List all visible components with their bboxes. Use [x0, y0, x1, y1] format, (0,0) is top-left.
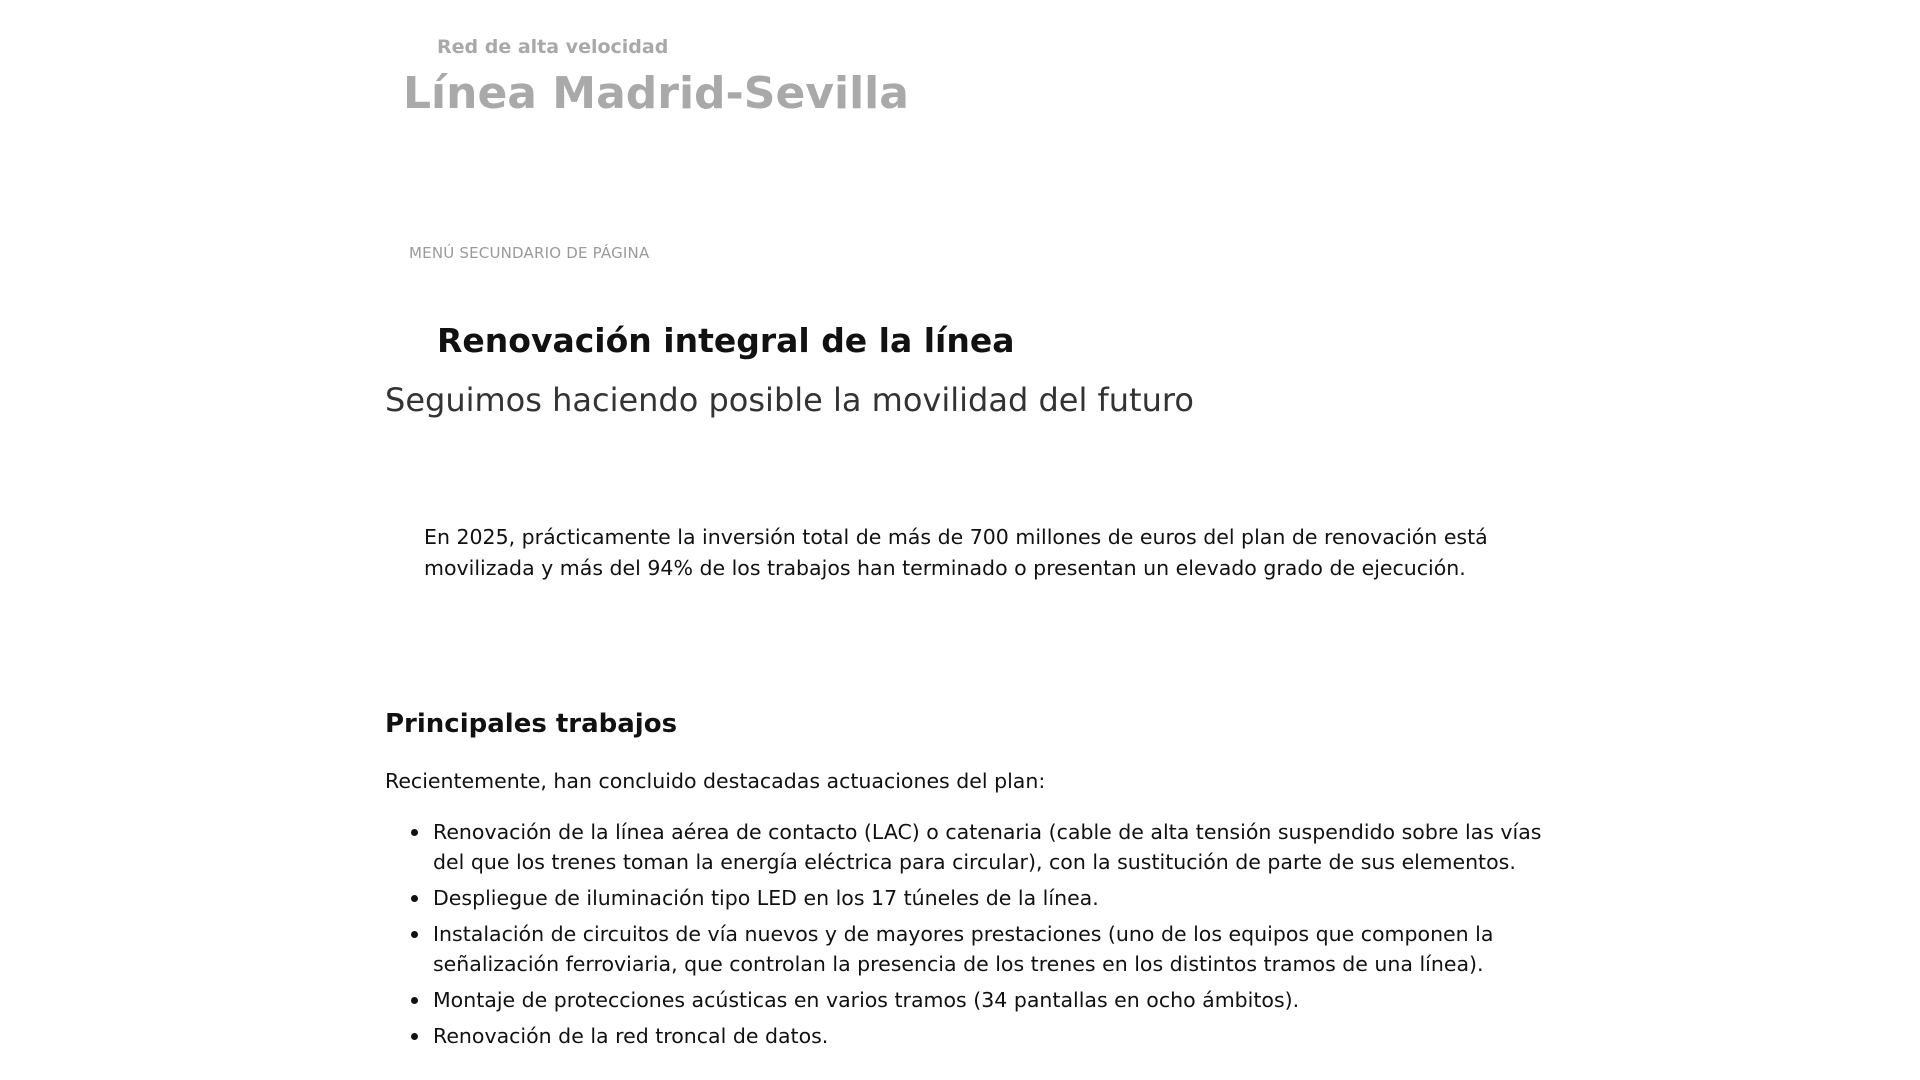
secondary-menu-toggle[interactable]: MENÚ SECUNDARIO DE PÁGINA — [409, 244, 650, 262]
bullet-icon — [411, 895, 418, 902]
section-subtitle: Seguimos haciendo posible la movilidad del futuro — [385, 381, 1194, 419]
bullet-icon — [411, 997, 418, 1004]
section-title: Renovación integral de la línea — [437, 321, 1015, 360]
list-item — [385, 817, 1555, 877]
list-item — [385, 919, 1555, 979]
bullet-icon — [411, 1033, 418, 1040]
page-title: Línea Madrid-Sevilla — [403, 68, 909, 119]
list-item — [385, 1021, 1555, 1051]
works-heading: Principales trabajos — [385, 709, 678, 739]
list-item — [385, 883, 1555, 913]
works-intro: Recientemente, han concluido destacadas actuaciones del plan: — [385, 769, 1046, 793]
list-item-text: Renovación de la red troncal de datos. — [433, 1024, 829, 1048]
list-item-text: Instalación de circuitos de vía nuevos y de mayores prestaciones (uno de los equipos que componen la señalización ferroviaria, que controlan la presencia de los trenes en los distintos tramos de una línea). — [433, 922, 1494, 976]
works-list — [385, 817, 1555, 1057]
bullet-icon — [411, 829, 418, 836]
list-item-text: Montaje de protecciones acústicas en varios tramos (34 pantallas en ocho ámbitos). — [433, 988, 1300, 1012]
page-eyebrow: Red de alta velocidad — [437, 36, 669, 58]
lead-paragraph: En 2025, prácticamente la inversión total de más de 700 millones de euros del plan de renovación está movilizada y más del 94% de los trabajos han terminado o presentan un elevado grado de ejecución. — [424, 525, 1488, 580]
bullet-icon — [411, 931, 418, 938]
list-item — [385, 985, 1555, 1015]
list-item-text: Despliegue de iluminación tipo LED en los 17 túneles de la línea. — [433, 886, 1099, 910]
list-item-text: Renovación de la línea aérea de contacto (LAC) o catenaria (cable de alta tensión suspendido sobre las vías del que los trenes toman la energía eléctrica para circular), con la sustitución de parte de sus elementos. — [433, 820, 1542, 874]
